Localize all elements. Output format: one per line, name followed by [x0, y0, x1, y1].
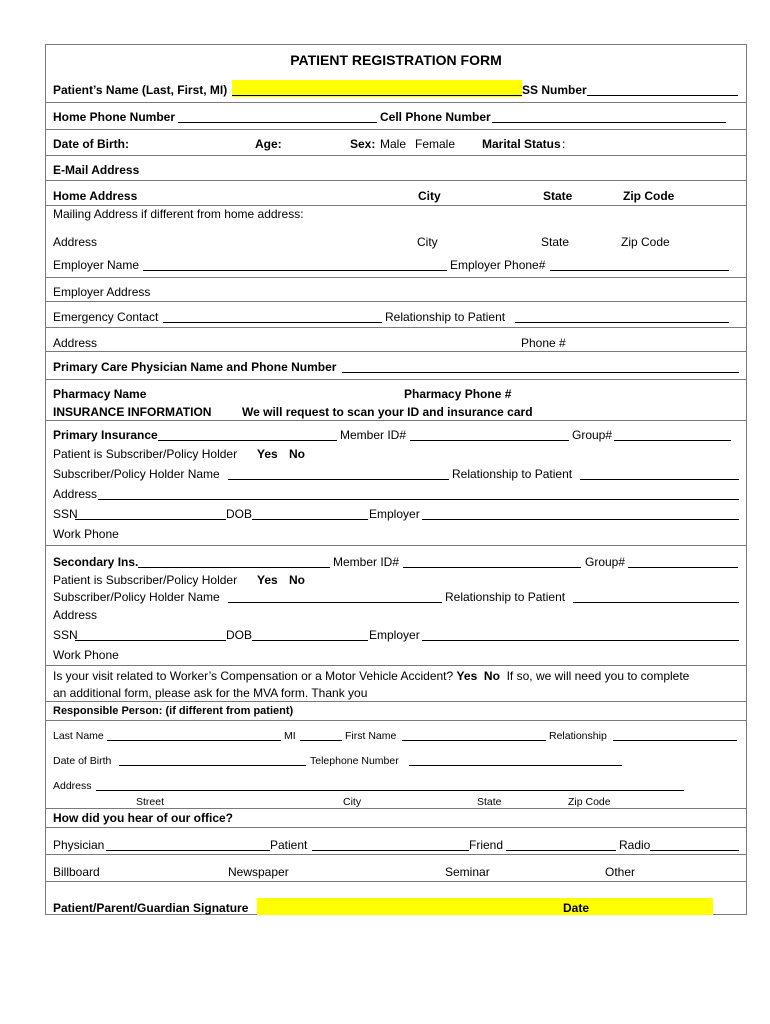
primary-group-field[interactable] — [614, 440, 731, 441]
employer-name-field[interactable] — [143, 270, 447, 271]
primary-relationship-label: Relationship to Patient — [452, 467, 573, 481]
primary-dob-field[interactable] — [252, 519, 368, 520]
referral-radio-field[interactable] — [650, 850, 739, 851]
employer-phone-label: Employer Phone# — [450, 258, 546, 272]
sex-option-female[interactable]: Female — [415, 137, 456, 151]
referral-radio-label: Radio — [619, 838, 651, 852]
primary-insurance-field[interactable] — [158, 440, 337, 441]
home-phone-field[interactable] — [178, 122, 377, 123]
responsible-phone-label: Telephone Number — [310, 755, 399, 767]
responsible-first-name-label: First Name — [345, 730, 397, 742]
responsible-address-label: Address — [53, 780, 92, 792]
secondary-holder-name-label: Subscriber/Policy Holder Name — [53, 590, 220, 604]
divider — [46, 720, 746, 721]
primary-member-id-field[interactable] — [410, 440, 569, 441]
divider — [46, 180, 746, 181]
secondary-member-id-field[interactable] — [403, 567, 581, 568]
email-label: E-Mail Address — [53, 163, 140, 177]
ss-number-field[interactable] — [587, 95, 738, 96]
home-address-label: Home Address — [53, 189, 138, 203]
primary-work-phone-label: Work Phone — [53, 527, 119, 541]
primary-ssn-label: SSN — [53, 507, 78, 521]
emergency-relationship-label: Relationship to Patient — [385, 310, 506, 324]
insurance-heading: INSURANCE INFORMATION — [53, 405, 212, 419]
divider — [46, 881, 746, 882]
primary-subscriber-question: Patient is Subscriber/Policy Holder — [53, 447, 238, 461]
responsible-zip-label: Zip Code — [568, 796, 611, 808]
referral-question: How did you hear of our office? — [53, 811, 233, 825]
signature-field[interactable] — [257, 898, 713, 915]
secondary-insurance-label: Secondary Ins. — [53, 555, 139, 569]
responsible-last-name-field[interactable] — [107, 740, 281, 741]
marital-status-colon: : — [562, 137, 566, 151]
primary-ssn-field[interactable] — [75, 519, 226, 520]
home-city-label: City — [418, 189, 441, 203]
workers-comp-yes[interactable]: Yes — [456, 669, 478, 683]
secondary-holder-name-field[interactable] — [228, 602, 442, 603]
secondary-group-label: Group# — [585, 555, 626, 569]
secondary-address-label: Address — [53, 608, 98, 622]
workers-comp-question-text: Is your visit related to Worker’s Compensation or a Motor Vehicle Accident? — [53, 669, 454, 683]
patient-name-underline — [232, 95, 522, 96]
home-state-label: State — [543, 189, 573, 203]
referral-other-label: Other — [605, 865, 636, 879]
divider — [46, 102, 746, 103]
mailing-zip-label: Zip Code — [621, 235, 670, 249]
secondary-relationship-field[interactable] — [573, 602, 739, 603]
secondary-subscriber-question: Patient is Subscriber/Policy Holder — [53, 573, 238, 587]
workers-comp-line2: an additional form, please ask for the MVA form. Thank you — [53, 686, 368, 700]
secondary-insurance-field[interactable] — [138, 567, 330, 568]
secondary-relationship-label: Relationship to Patient — [445, 590, 566, 604]
responsible-address-field[interactable] — [96, 790, 684, 791]
divider — [46, 545, 746, 546]
mailing-state-label: State — [541, 235, 570, 249]
cell-phone-field[interactable] — [492, 122, 726, 123]
patient-name-label: Patient’s Name (Last, First, MI) — [53, 83, 228, 97]
secondary-ssn-label: SSN — [53, 628, 78, 642]
emergency-contact-field[interactable] — [163, 322, 382, 323]
responsible-first-name-field[interactable] — [402, 740, 546, 741]
dob-label: Date of Birth: — [53, 137, 129, 151]
emergency-phone-label: Phone # — [521, 336, 566, 350]
cell-phone-label: Cell Phone Number — [380, 110, 491, 124]
divider — [46, 351, 746, 352]
sex-option-male[interactable]: Male — [380, 137, 407, 151]
referral-friend-label: Friend — [469, 838, 504, 852]
mailing-city-label: City — [417, 235, 438, 249]
date-label: Date — [563, 901, 590, 915]
workers-comp-no[interactable]: No — [483, 669, 500, 683]
employer-address-label: Employer Address — [53, 285, 151, 299]
pcp-label: Primary Care Physician Name and Phone Number — [53, 360, 337, 374]
responsible-phone-field[interactable] — [409, 765, 622, 766]
responsible-relationship-field[interactable] — [613, 740, 737, 741]
primary-employer-field[interactable] — [422, 519, 739, 520]
sex-label: Sex: — [350, 137, 376, 151]
employer-name-label: Employer Name — [53, 258, 140, 272]
secondary-employer-label: Employer — [369, 628, 420, 642]
responsible-street-label: Street — [136, 796, 165, 808]
signature-label: Patient/Parent/Guardian Signature — [53, 901, 249, 915]
emergency-address-label: Address — [53, 336, 98, 350]
primary-holder-name-field[interactable] — [228, 479, 449, 480]
responsible-heading: Responsible Person: (if different from patient) — [53, 705, 294, 717]
home-phone-label: Home Phone Number — [53, 110, 176, 124]
mailing-address-note: Mailing Address if different from home address: — [53, 207, 304, 221]
primary-employer-label: Employer — [369, 507, 420, 521]
primary-address-field[interactable] — [98, 499, 739, 500]
primary-dob-label: DOB — [226, 507, 253, 521]
referral-newspaper-label: Newspaper — [228, 865, 289, 879]
secondary-subscriber-yes[interactable]: Yes — [257, 573, 278, 587]
secondary-dob-label: DOB — [226, 628, 253, 642]
divider — [46, 854, 746, 855]
ss-number-label: SS Number — [522, 83, 587, 97]
responsible-city-label: City — [343, 796, 362, 808]
referral-seminar-label: Seminar — [445, 865, 490, 879]
divider — [46, 327, 746, 328]
divider — [46, 665, 746, 666]
divider — [46, 205, 746, 206]
employer-phone-field[interactable] — [550, 270, 729, 271]
referral-physician-field[interactable] — [106, 850, 270, 851]
home-zip-label: Zip Code — [623, 189, 675, 203]
marital-status-label: Marital Status — [482, 137, 561, 151]
primary-relationship-field[interactable] — [580, 479, 739, 480]
mailing-address-label: Address — [53, 235, 98, 249]
secondary-employer-field[interactable] — [422, 640, 739, 641]
age-label: Age: — [255, 137, 282, 151]
secondary-dob-field[interactable] — [252, 640, 368, 641]
primary-insurance-label: Primary Insurance — [53, 428, 158, 442]
primary-subscriber-yes[interactable]: Yes — [257, 447, 278, 461]
divider — [46, 379, 746, 380]
secondary-work-phone-label: Work Phone — [53, 648, 119, 662]
workers-comp-tail: If so, we will need you to complete — [506, 669, 690, 683]
responsible-dob-label: Date of Birth — [53, 755, 112, 767]
primary-member-id-label: Member ID# — [340, 428, 407, 442]
divider — [46, 827, 746, 828]
referral-patient-label: Patient — [270, 838, 308, 852]
primary-address-label: Address — [53, 487, 98, 501]
referral-physician-label: Physician — [53, 838, 105, 852]
responsible-relationship-label: Relationship — [549, 730, 607, 742]
emergency-relationship-field[interactable] — [515, 322, 729, 323]
divider — [46, 129, 746, 130]
divider — [46, 301, 746, 302]
divider — [46, 277, 746, 278]
responsible-dob-field[interactable] — [119, 765, 306, 766]
secondary-subscriber-no[interactable]: No — [289, 573, 305, 587]
workers-comp-question — [53, 669, 689, 683]
responsible-last-name-label: Last Name — [53, 730, 104, 742]
divider — [46, 155, 746, 156]
responsible-mi-label: MI — [284, 730, 296, 742]
patient-registration-form — [45, 44, 747, 915]
referral-friend-field[interactable] — [506, 850, 616, 851]
pharmacy-name-label: Pharmacy Name — [53, 387, 147, 401]
divider — [46, 420, 746, 421]
secondary-group-field[interactable] — [628, 567, 738, 568]
responsible-mi-field[interactable] — [300, 740, 342, 741]
emergency-contact-label: Emergency Contact — [53, 310, 159, 324]
secondary-member-id-label: Member ID# — [333, 555, 400, 569]
primary-holder-name-label: Subscriber/Policy Holder Name — [53, 467, 220, 481]
referral-billboard-label: Billboard — [53, 865, 100, 879]
form-title: PATIENT REGISTRATION FORM — [290, 52, 502, 68]
divider — [46, 808, 746, 809]
primary-group-label: Group# — [572, 428, 613, 442]
insurance-note: We will request to scan your ID and insurance card — [242, 405, 533, 419]
primary-subscriber-no[interactable]: No — [289, 447, 305, 461]
divider — [46, 701, 746, 702]
referral-patient-field[interactable] — [312, 850, 469, 851]
secondary-ssn-field[interactable] — [75, 640, 226, 641]
pcp-field[interactable] — [342, 372, 739, 373]
pharmacy-phone-label: Pharmacy Phone # — [404, 387, 512, 401]
responsible-state-label: State — [477, 796, 502, 808]
